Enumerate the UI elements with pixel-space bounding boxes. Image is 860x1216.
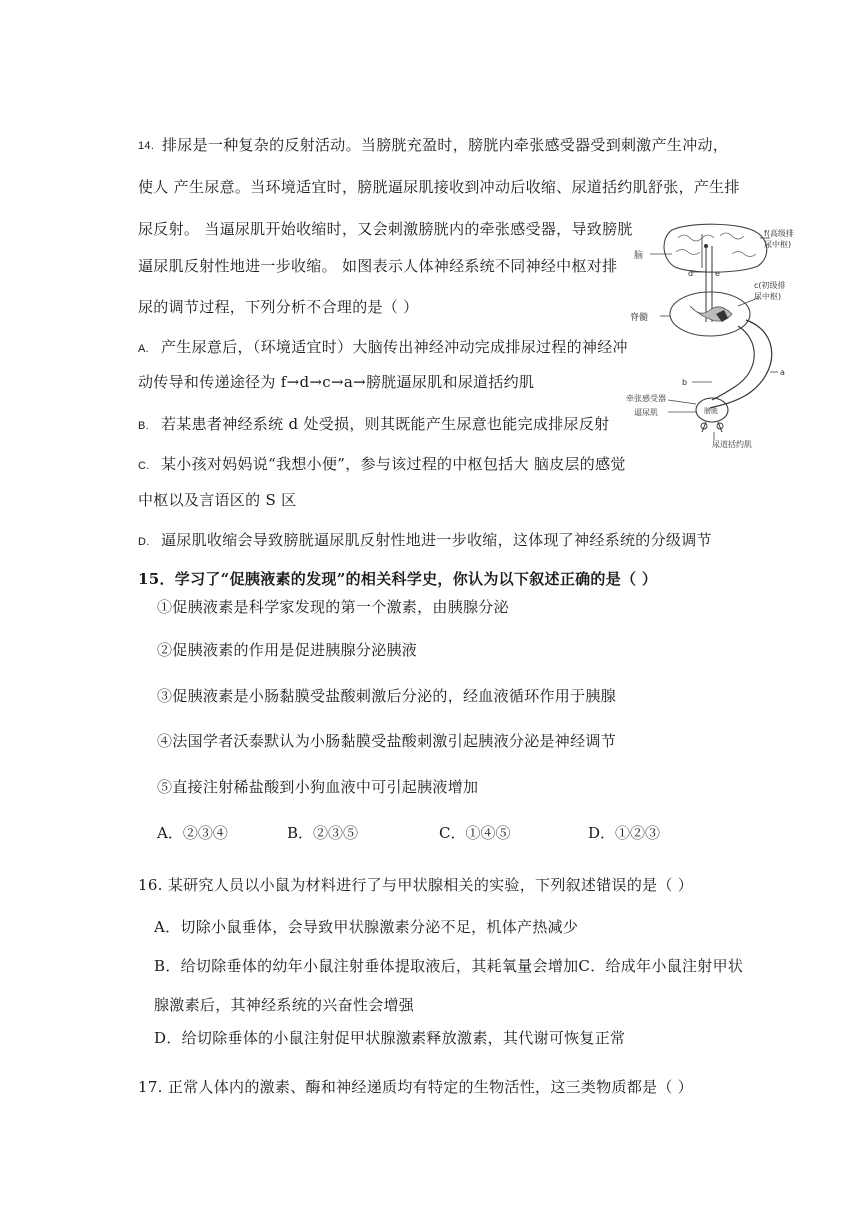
q15-stem: 15．学习了“促胰液素的发现”的相关科学史，你认为以下叙述正确的是（ ） <box>138 570 658 588</box>
question-number: 14. <box>138 140 155 152</box>
option-label: A. <box>138 343 149 355</box>
q15-item-1: ①促胰液素是科学家发现的第一个激素，由胰腺分泌 <box>157 598 509 616</box>
q14-option-a-cont: 动传导和传递途径为 f→d→c→a→膀胱逼尿肌和尿道括约肌 <box>138 373 535 391</box>
q15-item-4: ④法国学者沃泰默认为小肠黏膜受盐酸刺激引起胰液分泌是神经调节 <box>157 732 617 750</box>
q15-item-2: ②促胰液素的作用是促进胰腺分泌胰液 <box>157 641 418 659</box>
q14-line-1: 排尿是一种复杂的反射活动。当膀胱充盈时，膀胱内牵张感受器受到刺激产生冲动， <box>162 136 729 154</box>
option-label: B. <box>138 420 149 432</box>
label-spine: 脊髓 <box>630 313 649 323</box>
label-c-cont: 尿中枢) <box>754 292 782 301</box>
label-e: e <box>715 269 720 278</box>
label-f: f(高级排 <box>764 229 794 238</box>
option-label: D. <box>138 536 150 548</box>
label-bladder: 膀胱 <box>704 407 718 415</box>
q14-option-d: 逼尿肌收缩会导致膀胱逼尿肌反射性地进一步收缩，这体现了神经系统的分级调节 <box>161 531 712 549</box>
q16-option-d: D．给切除垂体的小鼠注射促甲状腺激素释放激素，其代谢可恢复正常 <box>154 1029 626 1047</box>
q15-option-d: D．①②③ <box>588 824 661 842</box>
urination-reflex-diagram <box>620 222 794 450</box>
q15-option-c: C．①④⑤ <box>439 824 511 842</box>
label-f-cont: 尿中枢) <box>764 240 792 249</box>
q16-stem: 16. 某研究人员以小鼠为材料进行了与甲状腺相关的实验，下列叙述错误的是（ ） <box>138 876 694 894</box>
label-brain: 脑 <box>634 251 644 261</box>
q16-option-a: A．切除小鼠垂体，会导致甲状腺激素分泌不足，机体产热减少 <box>154 918 579 936</box>
q16-option-c-cont: 腺激素后，其神经系统的兴奋性会增强 <box>154 996 415 1014</box>
label-c: c(初级排 <box>754 281 786 290</box>
q14-line-5: 尿的调节过程，下列分析不合理的是（ ） <box>138 298 419 316</box>
q15-item-3: ③促胰液素是小肠黏膜受盐酸刺激后分泌的，经血液循环作用于胰腺 <box>157 687 617 705</box>
option-label: C. <box>138 460 150 472</box>
q15-option-a: A．②③④ <box>157 824 228 842</box>
q15-item-5: ⑤直接注射稀盐酸到小狗血液中可引起胰液增加 <box>157 778 479 796</box>
q14-line-2: 使人 产生尿意。当环境适宜时，膀胱逼尿肌接收到冲动后收缩、尿道括约肌舒张，产生排 <box>138 178 740 196</box>
label-b: b <box>682 378 688 387</box>
q14-option-b: 若某患者神经系统 d 处受损，则其既能产生尿意也能完成排尿反射 <box>161 415 610 433</box>
label-a: a <box>780 368 785 377</box>
label-sphincter: 尿道括约肌 <box>712 440 752 449</box>
label-detrusor: 逼尿肌 <box>634 408 658 417</box>
q14-line-4: 逼尿肌反射性地进一步收缩。 如图表示人体神经系统不同神经中枢对排 <box>138 257 618 275</box>
q14-option-c: 某小孩对妈妈说“我想小便”，参与该过程的中枢包括大 脑皮层的感觉 <box>161 455 626 473</box>
label-receptor: 牵张感受器 <box>626 394 666 403</box>
q14-option-a: 产生尿意后，（环境适宜时）大脑传出神经冲动完成排尿过程的神经冲 <box>161 338 628 356</box>
q16-option-b: B．给切除垂体的幼年小鼠注射垂体提取液后，其耗氧量会增加C．给成年小鼠注射甲状 <box>154 957 744 975</box>
q17-stem: 17. 正常人体内的激素、酶和神经递质均有特定的生物活性，这三类物质都是（ ） <box>138 1078 694 1096</box>
label-d: d <box>688 269 694 278</box>
q14-line-3: 尿反射。 当逼尿肌开始收缩时，又会刺激膀胱内的牵张感受器，导致膀胱 <box>138 220 633 238</box>
q15-option-b: B．②③⑤ <box>287 824 359 842</box>
q14-option-c-cont: 中枢以及言语区的 S 区 <box>138 491 297 509</box>
